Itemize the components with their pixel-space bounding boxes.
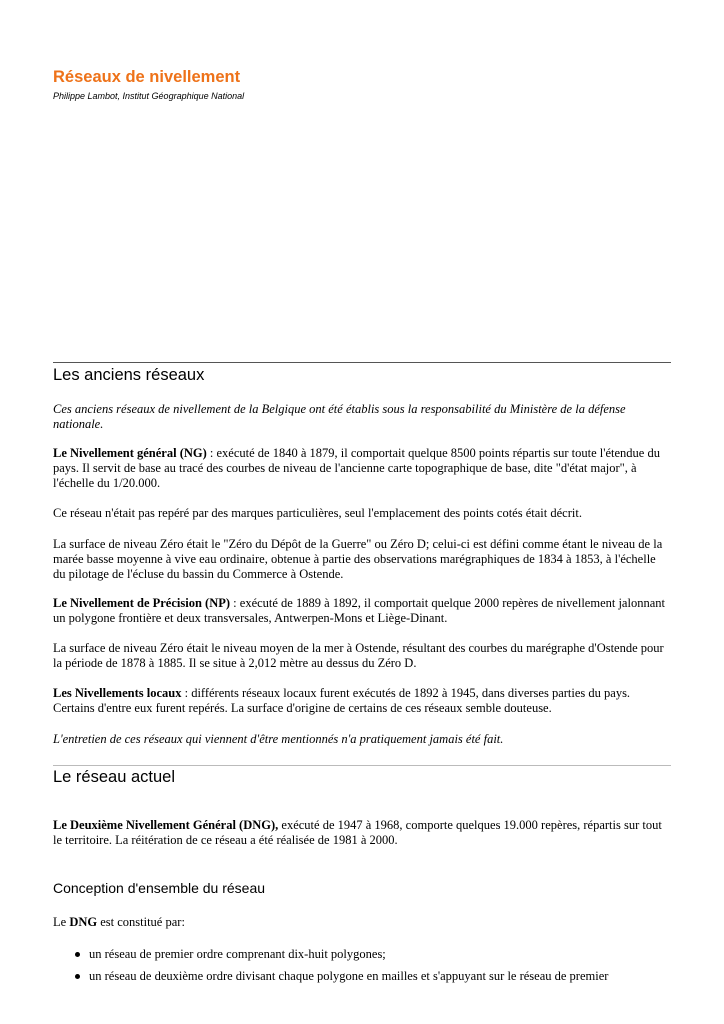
paragraph-local bbox=[53, 686, 671, 716]
document-author: Philippe Lambot, Institut Géographique National bbox=[53, 91, 245, 101]
term-local: Les Nivellements locaux bbox=[53, 686, 182, 700]
section-divider bbox=[53, 765, 671, 766]
section-heading-current-network: Le réseau actuel bbox=[53, 768, 176, 786]
term-ng: Le Nivellement général (NG) bbox=[53, 446, 207, 460]
paragraph-dng-constituted bbox=[53, 915, 671, 930]
text-dng: exécuté de 1947 à 1968, comporte quelques 19.000 repères, répartis sur tout le territoire. La réitération de ce réseau a été réalisée de 1981 à 2000. bbox=[53, 818, 662, 847]
text-local: : différents réseaux locaux furent exécutés de 1892 à 1945, dans diverses parties du pays. Certains d'entre eux furent repérés. La surface d'origine de certains de ces réseaux semble douteuse. bbox=[53, 686, 631, 715]
old-networks-intro: Ces anciens réseaux de nivellement de la Belgique ont été établis sous la responsabilité du Ministère de la défense nationale. bbox=[53, 402, 626, 431]
paragraph-dng bbox=[53, 818, 671, 848]
term-dng-short: DNG bbox=[69, 915, 98, 929]
text-np: : exécuté de 1889 à 1892, il comportait quelque 2000 repères de nivellement jalonnant un polygone frontière et deux transversales, Antwerpen-Mons et Liège-Dinant. bbox=[53, 596, 665, 625]
section-heading-old-networks: Les anciens réseaux bbox=[53, 366, 205, 384]
text-ng: : exécuté de 1840 à 1879, il comportait quelque 8500 points répartis sur toute l'étendue du pays. Il servit de base au tracé des courbes de niveau de l'ancienne carte topographique de base, dite "d'état major", à l'échelle du 1/20.000. bbox=[53, 446, 660, 490]
section-divider bbox=[53, 362, 671, 363]
list-item: un réseau de deuxième ordre divisant chaque polygone en mailles et s'appuyant sur le réseau de premier bbox=[53, 969, 671, 984]
paragraph-np-zero: La surface de niveau Zéro était le niveau moyen de la mer à Ostende, résultant des courbes du marégraphe d'Ostende pour la période de 1878 à 1885. Il se situe à 2,012 mètre au dessus du Zéro D. bbox=[53, 641, 664, 670]
paragraph-ng bbox=[53, 446, 671, 491]
paragraph-closing: L'entretien de ces réseaux qui viennent d'être mentionnés n'a pratiquement jamais été fait. bbox=[53, 732, 504, 746]
paragraph-np bbox=[53, 596, 671, 626]
paragraph-ng-zero: La surface de niveau Zéro était le "Zéro du Dépôt de la Guerre" ou Zéro D; celui-ci est défini comme étant le niveau de la marée basse moyenne à vive eau ordinaire, obtenue à partie des observations marégraphiques de 1834 à 1853, à l'échelle du pilotage de l'écluse du bassin du Commerce à Ostende. bbox=[53, 537, 663, 581]
text-constituted-prefix: Le bbox=[53, 915, 70, 929]
paragraph-ng-marks: Ce réseau n'était pas repéré par des marques particulières, seul l'emplacement des points cotés était décrit. bbox=[53, 506, 582, 520]
subheading-conception: Conception d'ensemble du réseau bbox=[53, 880, 266, 896]
term-dng: Le Deuxième Nivellement Général (DNG), bbox=[53, 818, 279, 832]
text-constituted-suffix: est constitué par: bbox=[97, 915, 185, 929]
list-item: un réseau de premier ordre comprenant dix-huit polygones; bbox=[53, 947, 671, 962]
document-title: Réseaux de nivellement bbox=[53, 68, 241, 86]
network-order-list bbox=[53, 947, 671, 991]
term-np: Le Nivellement de Précision (NP) bbox=[53, 596, 231, 610]
